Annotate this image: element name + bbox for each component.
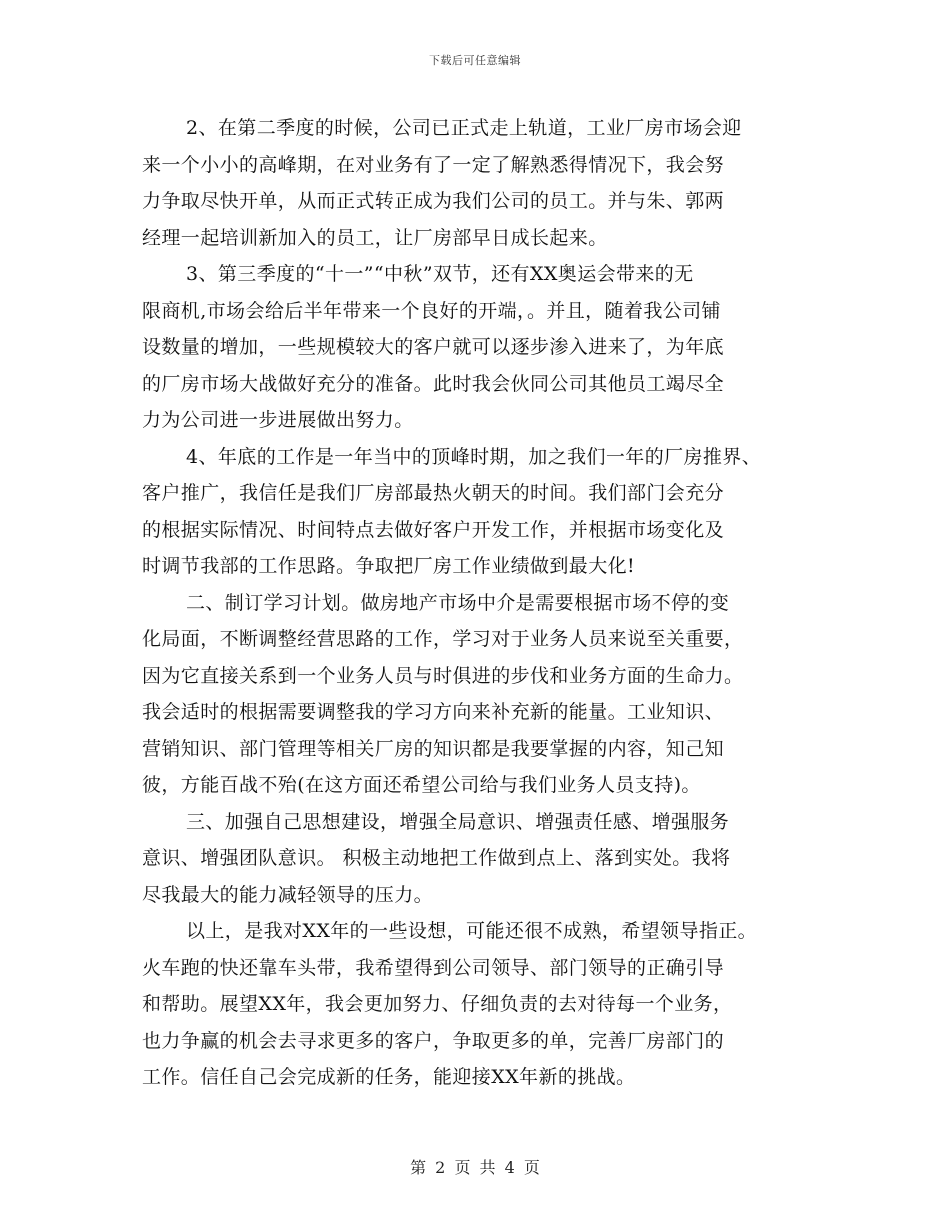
page-footer: 第 2 页 共 4 页 xyxy=(410,1158,540,1177)
document-body xyxy=(142,110,812,1096)
text-line: 营销知识、部门管理等相关厂房的知识都是我要掌握的内容，知己知 xyxy=(142,737,725,760)
paragraph xyxy=(142,110,812,256)
text-line: 二、制订学习计划。做房地产市场中介是需要根据市场不停的变 xyxy=(186,591,730,614)
paragraph xyxy=(142,256,812,439)
text-line: 尽我最大的能力减轻领导的压力。 xyxy=(142,883,434,906)
text-line: 三、加强自己思想建设，增强全局意识、增强责任感、增强服务 xyxy=(186,810,730,833)
paragraph xyxy=(142,439,812,585)
text-line: 4、年底的工作是一年当中的顶峰时期，加之我们一年的厂房推界、 xyxy=(186,445,762,468)
text-line: 时调节我部的工作思路。争取把厂房工作业绩做到最大化! xyxy=(142,555,636,577)
text-line: 客户推广，我信任是我们厂房部最热火朝天的时间。我们部门会充分 xyxy=(142,482,725,504)
text-line: 意识、增强团队意识。 积极主动地把工作做到点上、落到实处。我将 xyxy=(142,847,731,869)
text-line: 火车跑的快还靠车头带，我希望得到公司领导、部门领导的正确引导 xyxy=(142,956,725,979)
text-line: 来一个小小的高峰期，在对业务有了一定了解熟悉得情况下，我会努 xyxy=(142,153,725,176)
text-line: 2、在第二季度的时候，公司已正式走上轨道，工业厂房市场会迎 xyxy=(186,117,742,139)
paragraph xyxy=(142,585,812,804)
text-line: 因为它直接关系到一个业务人员与时俱进的步伐和业务方面的生命力。 xyxy=(142,664,744,687)
page-header: 下载后可任意编辑 xyxy=(429,54,521,67)
text-line: 以上，是我对XX年的一些设想，可能还很不成熟，希望领导指正。 xyxy=(186,920,758,942)
text-line: 3、第三季度的“十一”“中秋”双节，还有XX奥运会带来的无 xyxy=(186,263,694,285)
text-line: 限商机,市场会给后半年带来一个良好的开端，。并且，随着我公司铺 xyxy=(142,299,721,322)
text-line: 工作。信任自己会完成新的任务，能迎接XX年新的挑战。 xyxy=(142,1066,636,1088)
paragraph xyxy=(142,804,812,914)
text-line: 的厂房市场大战做好充分的准备。此时我会伙同公司其他员工竭尽全 xyxy=(142,372,725,395)
text-line: 也力争赢的机会去寻求更多的客户，争取更多的单，完善厂房部门的 xyxy=(142,1029,725,1052)
text-line: 化局面，不断调整经营思路的工作，学习对于业务人员来说至关重要， xyxy=(142,628,744,650)
text-line: 和帮助。展望XX年，我会更加努力、仔细负责的去对待每一个业务， xyxy=(142,993,733,1015)
paragraph xyxy=(142,913,812,1096)
text-line: 经理一起培训新加入的员工，让厂房部早日成长起来。 xyxy=(142,226,608,249)
text-line: 彼，方能百战不殆(在这方面还希望公司给与我们业务人员支持)。 xyxy=(142,774,701,796)
text-line: 力为公司进一步进展做出努力。 xyxy=(142,409,414,431)
text-line: 我会适时的根据需要调整我的学习方向来补充新的能量。工业知识、 xyxy=(142,701,725,723)
text-line: 的根据实际情况、时间特点去做好客户开发工作，并根据市场变化及 xyxy=(142,518,725,541)
text-line: 设数量的增加，一些规模较大的客户就可以逐步渗入进来了，为年底 xyxy=(142,336,725,358)
text-line: 力争取尽快开单，从而正式转正成为我们公司的员工。并与朱、郭两 xyxy=(142,190,725,212)
